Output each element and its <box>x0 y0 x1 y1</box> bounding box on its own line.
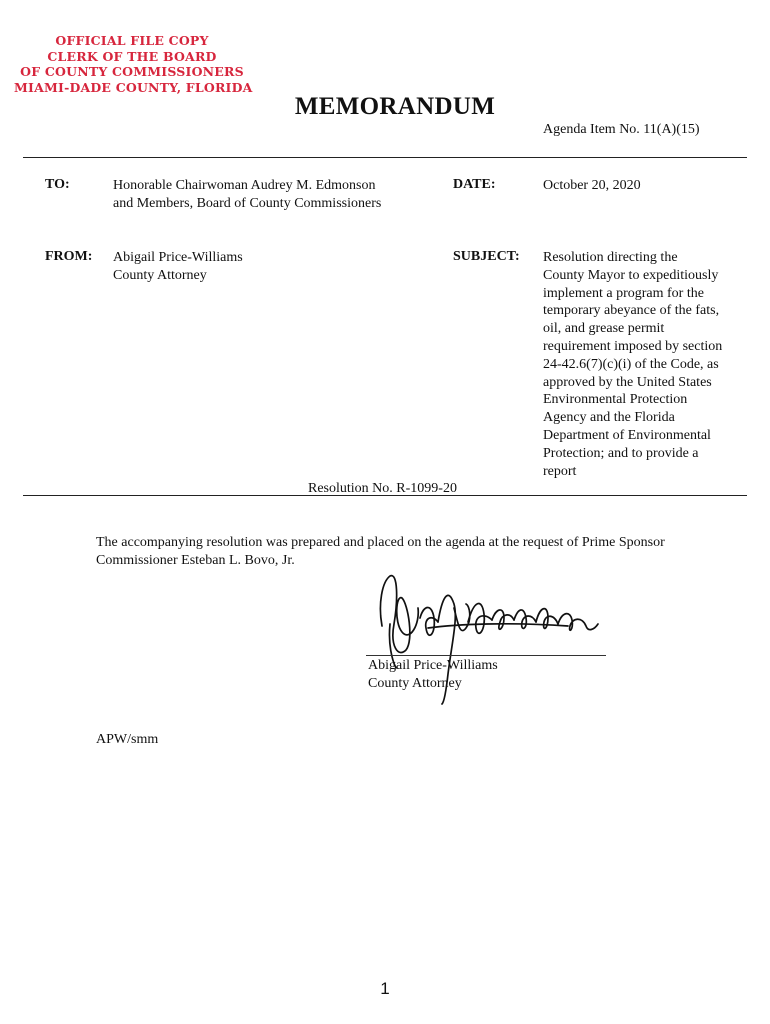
subject-line: implement a program for the <box>543 285 704 301</box>
signatory-title: County Attorney <box>368 676 462 691</box>
subject-divider <box>23 495 747 496</box>
from-sender <box>113 249 243 285</box>
subject-line: report <box>543 463 577 479</box>
date-value: October 20, 2020 <box>543 178 641 193</box>
to-label: TO: <box>45 177 70 192</box>
resolution-number: Resolution No. R-1099-20 <box>308 481 457 496</box>
subject-line: oil, and grease permit <box>543 321 665 337</box>
subject-line: approved by the United States <box>543 374 712 390</box>
from-label: FROM: <box>45 249 93 264</box>
page-number: 1 <box>380 979 390 998</box>
memo-title: MEMORANDUM <box>294 93 496 120</box>
agenda-item-number: Agenda Item No. 11(A)(15) <box>543 122 700 137</box>
signatory-block <box>368 657 498 693</box>
stamp-line-3: OF COUNTY COMMISSIONERS <box>20 64 244 80</box>
subject-line: Agency and the Florida <box>543 410 675 426</box>
subject-line: County Mayor to expeditiously <box>543 267 719 283</box>
signatory-name: Abigail Price-Williams <box>368 658 498 673</box>
body-line-1: The accompanying resolution was prepared and placed on the agenda at the request of Prime Sponsor <box>96 535 665 550</box>
subject-line: Resolution directing the <box>543 250 678 265</box>
to-line-2: and Members, Board of County Commissioners <box>113 195 382 211</box>
from-line-1: Abigail Price-Williams <box>113 250 243 265</box>
typist-initials: APW/smm <box>96 732 159 747</box>
header-divider <box>23 157 747 158</box>
subject-line: 24-42.6(7)(c)(i) of the Code, as <box>543 356 719 372</box>
signature-line <box>366 655 606 656</box>
subject-line: temporary abeyance of the fats, <box>543 303 720 319</box>
subject-label: SUBJECT: <box>453 249 520 264</box>
subject-line: Environmental Protection <box>543 392 688 408</box>
to-line-1: Honorable Chairwoman Audrey M. Edmonson <box>113 178 376 193</box>
stamp-line-2: CLERK OF THE BOARD <box>47 48 217 64</box>
from-line-2: County Attorney <box>113 267 207 283</box>
subject-line: requirement imposed by section <box>543 338 723 354</box>
stamp-line-1: OFFICIAL FILE COPY <box>55 33 209 48</box>
official-file-copy-stamp <box>14 33 253 95</box>
date-label: DATE: <box>453 177 496 192</box>
to-recipient <box>113 177 381 213</box>
body-line-2: Commissioner Esteban L. Bovo, Jr. <box>96 553 295 568</box>
subject-line: Department of Environmental <box>543 427 711 443</box>
subject-line: Protection; and to provide a <box>543 445 699 461</box>
subject-text <box>543 249 753 480</box>
stamp-line-4: MIAMI-DADE COUNTY, FLORIDA <box>14 79 253 95</box>
